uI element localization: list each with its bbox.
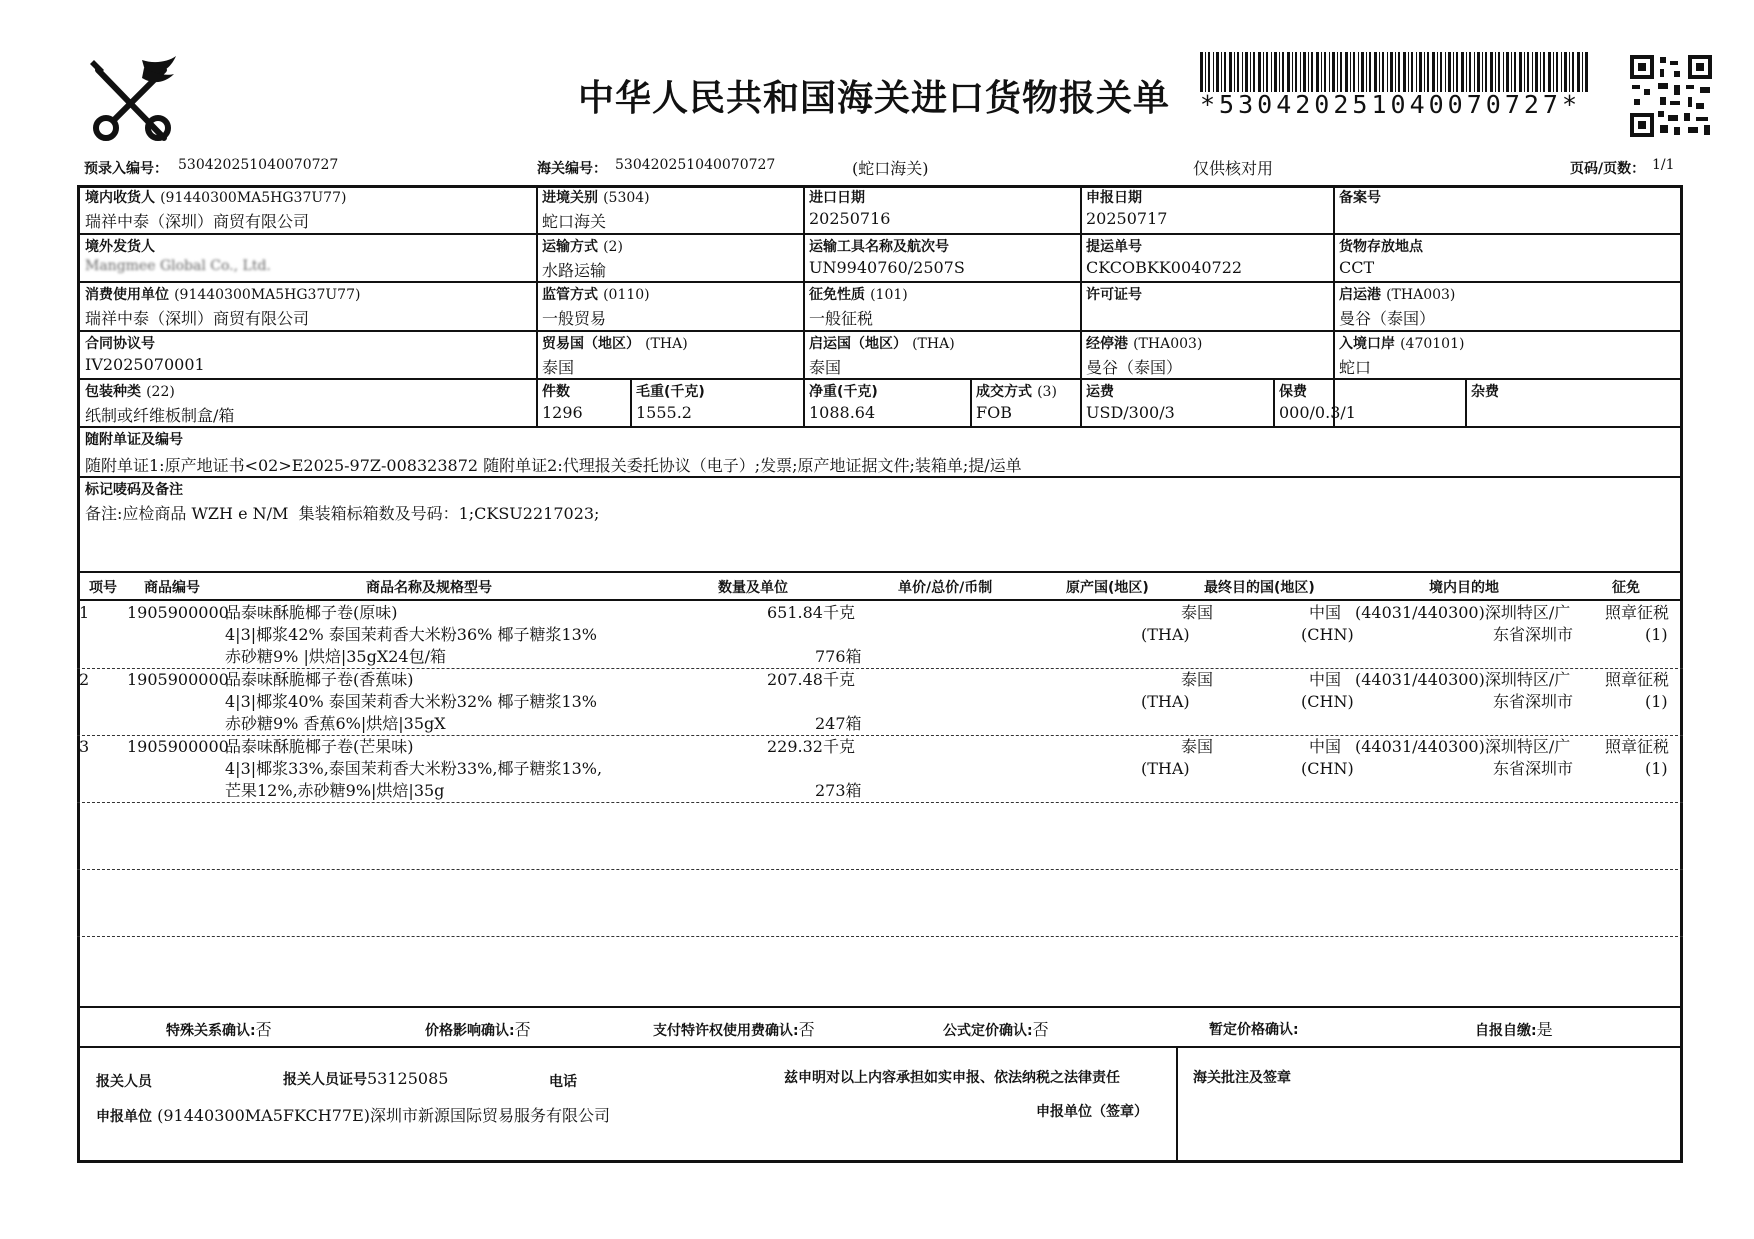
pieces-cell bbox=[542, 381, 583, 422]
transit-port-cell bbox=[1086, 333, 1202, 378]
preentry-no-value: 530420251040070727 bbox=[178, 157, 339, 173]
self-declare-value: 是 bbox=[1536, 1020, 1553, 1039]
goods-domestic-dest-line2: 东省深圳市 bbox=[1493, 759, 1574, 778]
goods-final-dest-code: (CHN) bbox=[1301, 625, 1354, 644]
goods-levy: 照章征税 bbox=[1605, 670, 1670, 689]
transport-code: (2) bbox=[603, 239, 623, 255]
price-influence-confirm bbox=[425, 1017, 531, 1040]
goods-separator bbox=[77, 936, 1683, 937]
goods-code: 1905900000 bbox=[127, 603, 229, 622]
storage-label: 货物存放地点 bbox=[1339, 239, 1423, 255]
provisional-price-confirm bbox=[1209, 1019, 1299, 1039]
declarant-label: 报关人员 bbox=[96, 1074, 152, 1090]
goods-code: 1905900000 bbox=[127, 737, 229, 756]
goods-spec-line1: 4|3|椰浆33%,泰国茉莉香大米粉33%,椰子糖浆13%, bbox=[225, 759, 603, 778]
transport-cell bbox=[542, 236, 623, 281]
bl-value: CKCOBKK0040722 bbox=[1086, 258, 1243, 277]
net-weight-label: 净重(千克) bbox=[809, 384, 878, 400]
insurance-label: 保费 bbox=[1279, 384, 1307, 400]
provisional-price-label: 暂定价格确认: bbox=[1209, 1022, 1299, 1038]
declaring-unit bbox=[96, 1103, 610, 1126]
gross-weight-cell bbox=[636, 381, 705, 422]
consumer-code: (91440300MA5HG37U77) bbox=[174, 287, 361, 303]
shipper-label: 境外发货人 bbox=[85, 239, 155, 255]
goods-domestic-dest: (44031/440300)深圳特区/广 bbox=[1355, 737, 1571, 756]
goods-header-no: 项号 bbox=[89, 580, 117, 596]
declaration-statement: 兹申明对以上内容承担如实申报、依法纳税之法律责任 bbox=[784, 1070, 1120, 1086]
bl-label: 提运单号 bbox=[1086, 239, 1142, 255]
special-relation-label: 特殊关系确认: bbox=[166, 1023, 256, 1039]
goods-header-domestic-dest: 境内目的地 bbox=[1429, 580, 1499, 596]
vessel-cell bbox=[809, 236, 965, 277]
import-date-cell bbox=[809, 187, 890, 228]
package-cell bbox=[85, 381, 234, 426]
goods-qty-weight: 229.32千克 bbox=[767, 737, 855, 756]
goods-domestic-dest-line2: 东省深圳市 bbox=[1493, 625, 1574, 644]
supervision-cell bbox=[542, 284, 650, 329]
deal-mode-code: (3) bbox=[1037, 384, 1057, 400]
goods-no: 1 bbox=[79, 603, 90, 622]
goods-levy-code: (1) bbox=[1645, 625, 1668, 644]
formula-price-value: 否 bbox=[1032, 1020, 1049, 1039]
goods-spec-line1: 4|3|椰浆42% 泰国茉莉香大米粉36% 椰子糖浆13% bbox=[225, 625, 598, 644]
pieces-value: 1296 bbox=[542, 403, 583, 422]
package-name: 纸制或纤维板制盒/箱 bbox=[85, 406, 235, 425]
entry-port-name: 蛇口 bbox=[1339, 358, 1372, 377]
origin-country-cell bbox=[809, 333, 955, 378]
levy-nature-label: 征免性质 bbox=[809, 287, 865, 303]
supervision-name: 一般贸易 bbox=[542, 309, 607, 328]
consumer-name: 瑞祥中泰（深圳）商贸有限公司 bbox=[85, 309, 310, 328]
rule-row4 bbox=[77, 378, 1683, 380]
goods-qty-weight: 207.48千克 bbox=[767, 670, 855, 689]
declarant-id-value: 53125085 bbox=[367, 1069, 449, 1088]
supervision-label: 监管方式 bbox=[542, 287, 598, 303]
goods-final-dest: 中国 bbox=[1309, 737, 1342, 756]
misc-fee-cell bbox=[1471, 381, 1499, 403]
contract-value: IV2025070001 bbox=[85, 355, 205, 374]
gross-weight-value: 1555.2 bbox=[636, 403, 692, 422]
goods-origin: 泰国 bbox=[1181, 603, 1214, 622]
goods-no: 2 bbox=[79, 670, 90, 689]
declarant-id-label: 报关人员证号 bbox=[283, 1072, 367, 1088]
rule-row2 bbox=[77, 281, 1683, 283]
vessel-value: UN9940760/2507S bbox=[809, 258, 965, 277]
special-relation-value: 否 bbox=[255, 1020, 272, 1039]
consignee-name: 瑞祥中泰（深圳）商贸有限公司 bbox=[85, 212, 310, 231]
record-cell bbox=[1339, 187, 1381, 209]
entry-port-cell-2 bbox=[1339, 333, 1464, 378]
origin-country-code: (THA) bbox=[912, 336, 955, 352]
goods-spec-line2: 赤砂糖9% |烘焙|35gX24包/箱 bbox=[225, 647, 446, 666]
attached-docs-cell bbox=[85, 429, 1022, 476]
customs-emblem-logo bbox=[84, 54, 180, 150]
freight-label: 运费 bbox=[1086, 384, 1114, 400]
verify-note: 仅供核对用 bbox=[1193, 159, 1274, 178]
goods-row-3 bbox=[0, 736, 1754, 802]
goods-levy: 照章征税 bbox=[1605, 737, 1670, 756]
self-declare-label: 自报自缴: bbox=[1475, 1023, 1537, 1039]
goods-final-dest-code: (CHN) bbox=[1301, 692, 1354, 711]
trade-country-label: 贸易国（地区） bbox=[542, 336, 640, 352]
customs-no-label: 海关编号： bbox=[537, 161, 607, 177]
goods-qty-count: 247箱 bbox=[815, 714, 862, 733]
consumer-cell bbox=[85, 284, 360, 329]
customs-no-value: 530420251040070727 bbox=[615, 157, 776, 173]
price-influence-label: 价格影响确认: bbox=[425, 1023, 515, 1039]
special-relation-confirm bbox=[166, 1017, 272, 1040]
transit-port-name: 曼谷（泰国） bbox=[1086, 358, 1183, 377]
supervision-code: (0110) bbox=[603, 287, 650, 303]
trade-country-cell bbox=[542, 333, 688, 378]
contract-label: 合同协议号 bbox=[85, 336, 155, 352]
transit-port-code: (THA003) bbox=[1133, 336, 1203, 352]
rule-row1 bbox=[77, 233, 1683, 235]
goods-header-levy: 征免 bbox=[1612, 580, 1640, 596]
gross-weight-label: 毛重(千克) bbox=[636, 384, 705, 400]
goods-qty-count: 273箱 bbox=[815, 781, 862, 800]
freight-value: USD/300/3 bbox=[1086, 403, 1175, 422]
trade-country-name: 泰国 bbox=[542, 358, 575, 377]
page-value: 1/1 bbox=[1652, 157, 1675, 173]
package-label: 包装种类 bbox=[85, 384, 141, 400]
goods-qty-count: 776箱 bbox=[815, 647, 862, 666]
origin-country-name: 泰国 bbox=[809, 358, 842, 377]
departure-port-code: (THA003) bbox=[1386, 287, 1456, 303]
rule-footer bbox=[77, 1046, 1683, 1048]
levy-nature-code: (101) bbox=[870, 287, 908, 303]
goods-header-final-dest: 最终目的国(地区) bbox=[1204, 580, 1315, 596]
levy-nature-name: 一般征税 bbox=[809, 309, 874, 328]
page-label: 页码/页数： bbox=[1570, 161, 1646, 177]
barcode-text: *530420251040070727* bbox=[1200, 90, 1582, 119]
departure-port-name: 曼谷（泰国） bbox=[1339, 309, 1436, 328]
declare-date-label: 申报日期 bbox=[1086, 190, 1142, 206]
goods-no: 3 bbox=[79, 737, 90, 756]
import-date-value: 20250716 bbox=[809, 209, 891, 228]
transit-port-label: 经停港 bbox=[1086, 336, 1128, 352]
pieces-label: 件数 bbox=[542, 384, 570, 400]
goods-domestic-dest-line2: 东省深圳市 bbox=[1493, 692, 1574, 711]
insurance-cell bbox=[1279, 381, 1356, 422]
departure-port-cell bbox=[1339, 284, 1455, 329]
goods-final-dest-code: (CHN) bbox=[1301, 759, 1354, 778]
rule-docs bbox=[77, 476, 1683, 478]
deal-mode-cell bbox=[976, 381, 1057, 422]
insurance-value: 000/0.3/1 bbox=[1279, 403, 1356, 422]
trade-country-code: (THA) bbox=[645, 336, 688, 352]
goods-header-price: 单价/总价/币制 bbox=[898, 580, 993, 596]
goods-row-2 bbox=[0, 669, 1754, 735]
goods-levy: 照章征税 bbox=[1605, 603, 1670, 622]
consumer-label: 消费使用单位 bbox=[85, 287, 169, 303]
goods-origin: 泰国 bbox=[1181, 737, 1214, 756]
goods-origin-code: (THA) bbox=[1141, 759, 1190, 778]
rule-confirm bbox=[77, 1006, 1683, 1008]
attached-docs-value: 随附单证1:原产地证书<02>E2025-97Z-008323872 随附单证2:代理报关委托协议（电子）;发票;原产地证据文件;装箱单;提/运单 bbox=[85, 456, 1022, 475]
declaring-unit-seal: 申报单位（签章） bbox=[1036, 1104, 1148, 1120]
deal-mode-value: FOB bbox=[976, 403, 1012, 422]
declare-date-cell bbox=[1086, 187, 1167, 228]
vessel-label: 运输工具名称及航次号 bbox=[809, 239, 949, 255]
price-influence-value: 否 bbox=[514, 1020, 531, 1039]
marks-value: 备注:应检商品 WZH e N/M 集装箱标箱数及号码：1;CKSU2217023; bbox=[85, 504, 600, 523]
self-declare-confirm bbox=[1475, 1017, 1553, 1040]
goods-final-dest: 中国 bbox=[1309, 603, 1342, 622]
rule-marks bbox=[77, 571, 1683, 573]
departure-port-label: 启运港 bbox=[1339, 287, 1381, 303]
goods-name: 品泰味酥脆椰子卷(原味) bbox=[225, 603, 398, 622]
qr-code bbox=[1630, 55, 1712, 137]
preentry-no-label: 预录入编号： bbox=[84, 161, 168, 177]
goods-domestic-dest: (44031/440300)深圳特区/广 bbox=[1355, 603, 1571, 622]
declaring-unit-label: 申报单位 bbox=[96, 1109, 152, 1125]
bl-cell bbox=[1086, 236, 1242, 277]
rule-row5 bbox=[77, 426, 1683, 428]
goods-spec-line1: 4|3|椰浆40% 泰国茉莉香大米粉32% 椰子糖浆13% bbox=[225, 692, 598, 711]
phone-label: 电话 bbox=[549, 1074, 577, 1090]
declarant-id bbox=[283, 1069, 448, 1089]
royalty-value: 否 bbox=[798, 1020, 815, 1039]
entry-customs-name: 蛇口海关 bbox=[542, 212, 607, 231]
goods-domestic-dest: (44031/440300)深圳特区/广 bbox=[1355, 670, 1571, 689]
marks-cell bbox=[85, 479, 599, 524]
marks-label: 标记唛码及备注 bbox=[85, 482, 183, 498]
consignee-label: 境内收货人 bbox=[85, 190, 155, 206]
formula-price-label: 公式定价确认: bbox=[943, 1023, 1033, 1039]
import-date-label: 进口日期 bbox=[809, 190, 865, 206]
transport-label: 运输方式 bbox=[542, 239, 598, 255]
rule-goods-header bbox=[77, 599, 1683, 601]
customs-office: (蛇口海关) bbox=[852, 159, 929, 178]
deal-mode-label: 成交方式 bbox=[976, 384, 1032, 400]
entry-port-code: (470101) bbox=[1400, 336, 1465, 352]
license-label: 许可证号 bbox=[1086, 287, 1142, 303]
declare-date-value: 20250717 bbox=[1086, 209, 1168, 228]
goods-header-name: 商品名称及规格型号 bbox=[366, 580, 492, 596]
transport-name: 水路运输 bbox=[542, 261, 607, 280]
shipper-cell bbox=[85, 236, 271, 274]
levy-nature-cell bbox=[809, 284, 908, 329]
goods-code: 1905900000 bbox=[127, 670, 229, 689]
declaring-unit-value: (91440300MA5FKCH77E)深圳市新源国际贸易服务有限公司 bbox=[157, 1106, 610, 1125]
storage-cell bbox=[1339, 236, 1423, 277]
attached-docs-label: 随附单证及编号 bbox=[85, 432, 183, 448]
royalty-label: 支付特许权使用费确认: bbox=[653, 1023, 799, 1039]
storage-value: CCT bbox=[1339, 258, 1375, 277]
goods-separator bbox=[77, 802, 1683, 803]
goods-levy-code: (1) bbox=[1645, 692, 1668, 711]
document-title: 中华人民共和国海关进口货物报关单 bbox=[578, 78, 1171, 119]
goods-separator bbox=[77, 869, 1683, 870]
entry-port-cell bbox=[542, 187, 650, 232]
consignee-cell bbox=[85, 187, 346, 232]
net-weight-cell bbox=[809, 381, 878, 422]
consignee-code: (91440300MA5HG37U77) bbox=[160, 190, 347, 206]
net-weight-value: 1088.64 bbox=[809, 403, 876, 422]
freight-cell bbox=[1086, 381, 1175, 422]
goods-final-dest: 中国 bbox=[1309, 670, 1342, 689]
package-code: (22) bbox=[146, 384, 175, 400]
goods-qty-weight: 651.84千克 bbox=[767, 603, 855, 622]
goods-spec-line2: 芒果12%,赤砂糖9%|烘焙|35g bbox=[225, 781, 445, 800]
customs-sign-label: 海关批注及签章 bbox=[1193, 1070, 1291, 1086]
contract-cell bbox=[85, 333, 205, 374]
formula-price-confirm bbox=[943, 1017, 1049, 1040]
royalty-confirm bbox=[653, 1017, 815, 1040]
record-label: 备案号 bbox=[1339, 190, 1381, 206]
goods-name: 品泰味酥脆椰子卷(香蕉味) bbox=[225, 670, 414, 689]
misc-fee-label: 杂费 bbox=[1471, 384, 1499, 400]
goods-origin-code: (THA) bbox=[1141, 625, 1190, 644]
goods-header-qty: 数量及单位 bbox=[718, 580, 788, 596]
license-cell bbox=[1086, 284, 1142, 306]
shipper-name: Mangmee Global Co., Ltd. bbox=[85, 258, 271, 274]
goods-header-origin: 原产国(地区) bbox=[1066, 580, 1149, 596]
goods-origin-code: (THA) bbox=[1141, 692, 1190, 711]
goods-row-1 bbox=[0, 602, 1754, 668]
entry-port-label: 入境口岸 bbox=[1339, 336, 1395, 352]
goods-header-code: 商品编号 bbox=[144, 580, 200, 596]
barcode bbox=[1200, 52, 1588, 92]
goods-levy-code: (1) bbox=[1645, 759, 1668, 778]
goods-name: 品泰味酥脆椰子卷(芒果味) bbox=[225, 737, 414, 756]
goods-origin: 泰国 bbox=[1181, 670, 1214, 689]
entry-customs-code: (5304) bbox=[603, 190, 650, 206]
entry-customs-label: 进境关别 bbox=[542, 190, 598, 206]
goods-spec-line2: 赤砂糖9% 香蕉6%|烘焙|35gX bbox=[225, 714, 446, 733]
rule-row3 bbox=[77, 330, 1683, 332]
origin-country-label: 启运国（地区） bbox=[809, 336, 907, 352]
